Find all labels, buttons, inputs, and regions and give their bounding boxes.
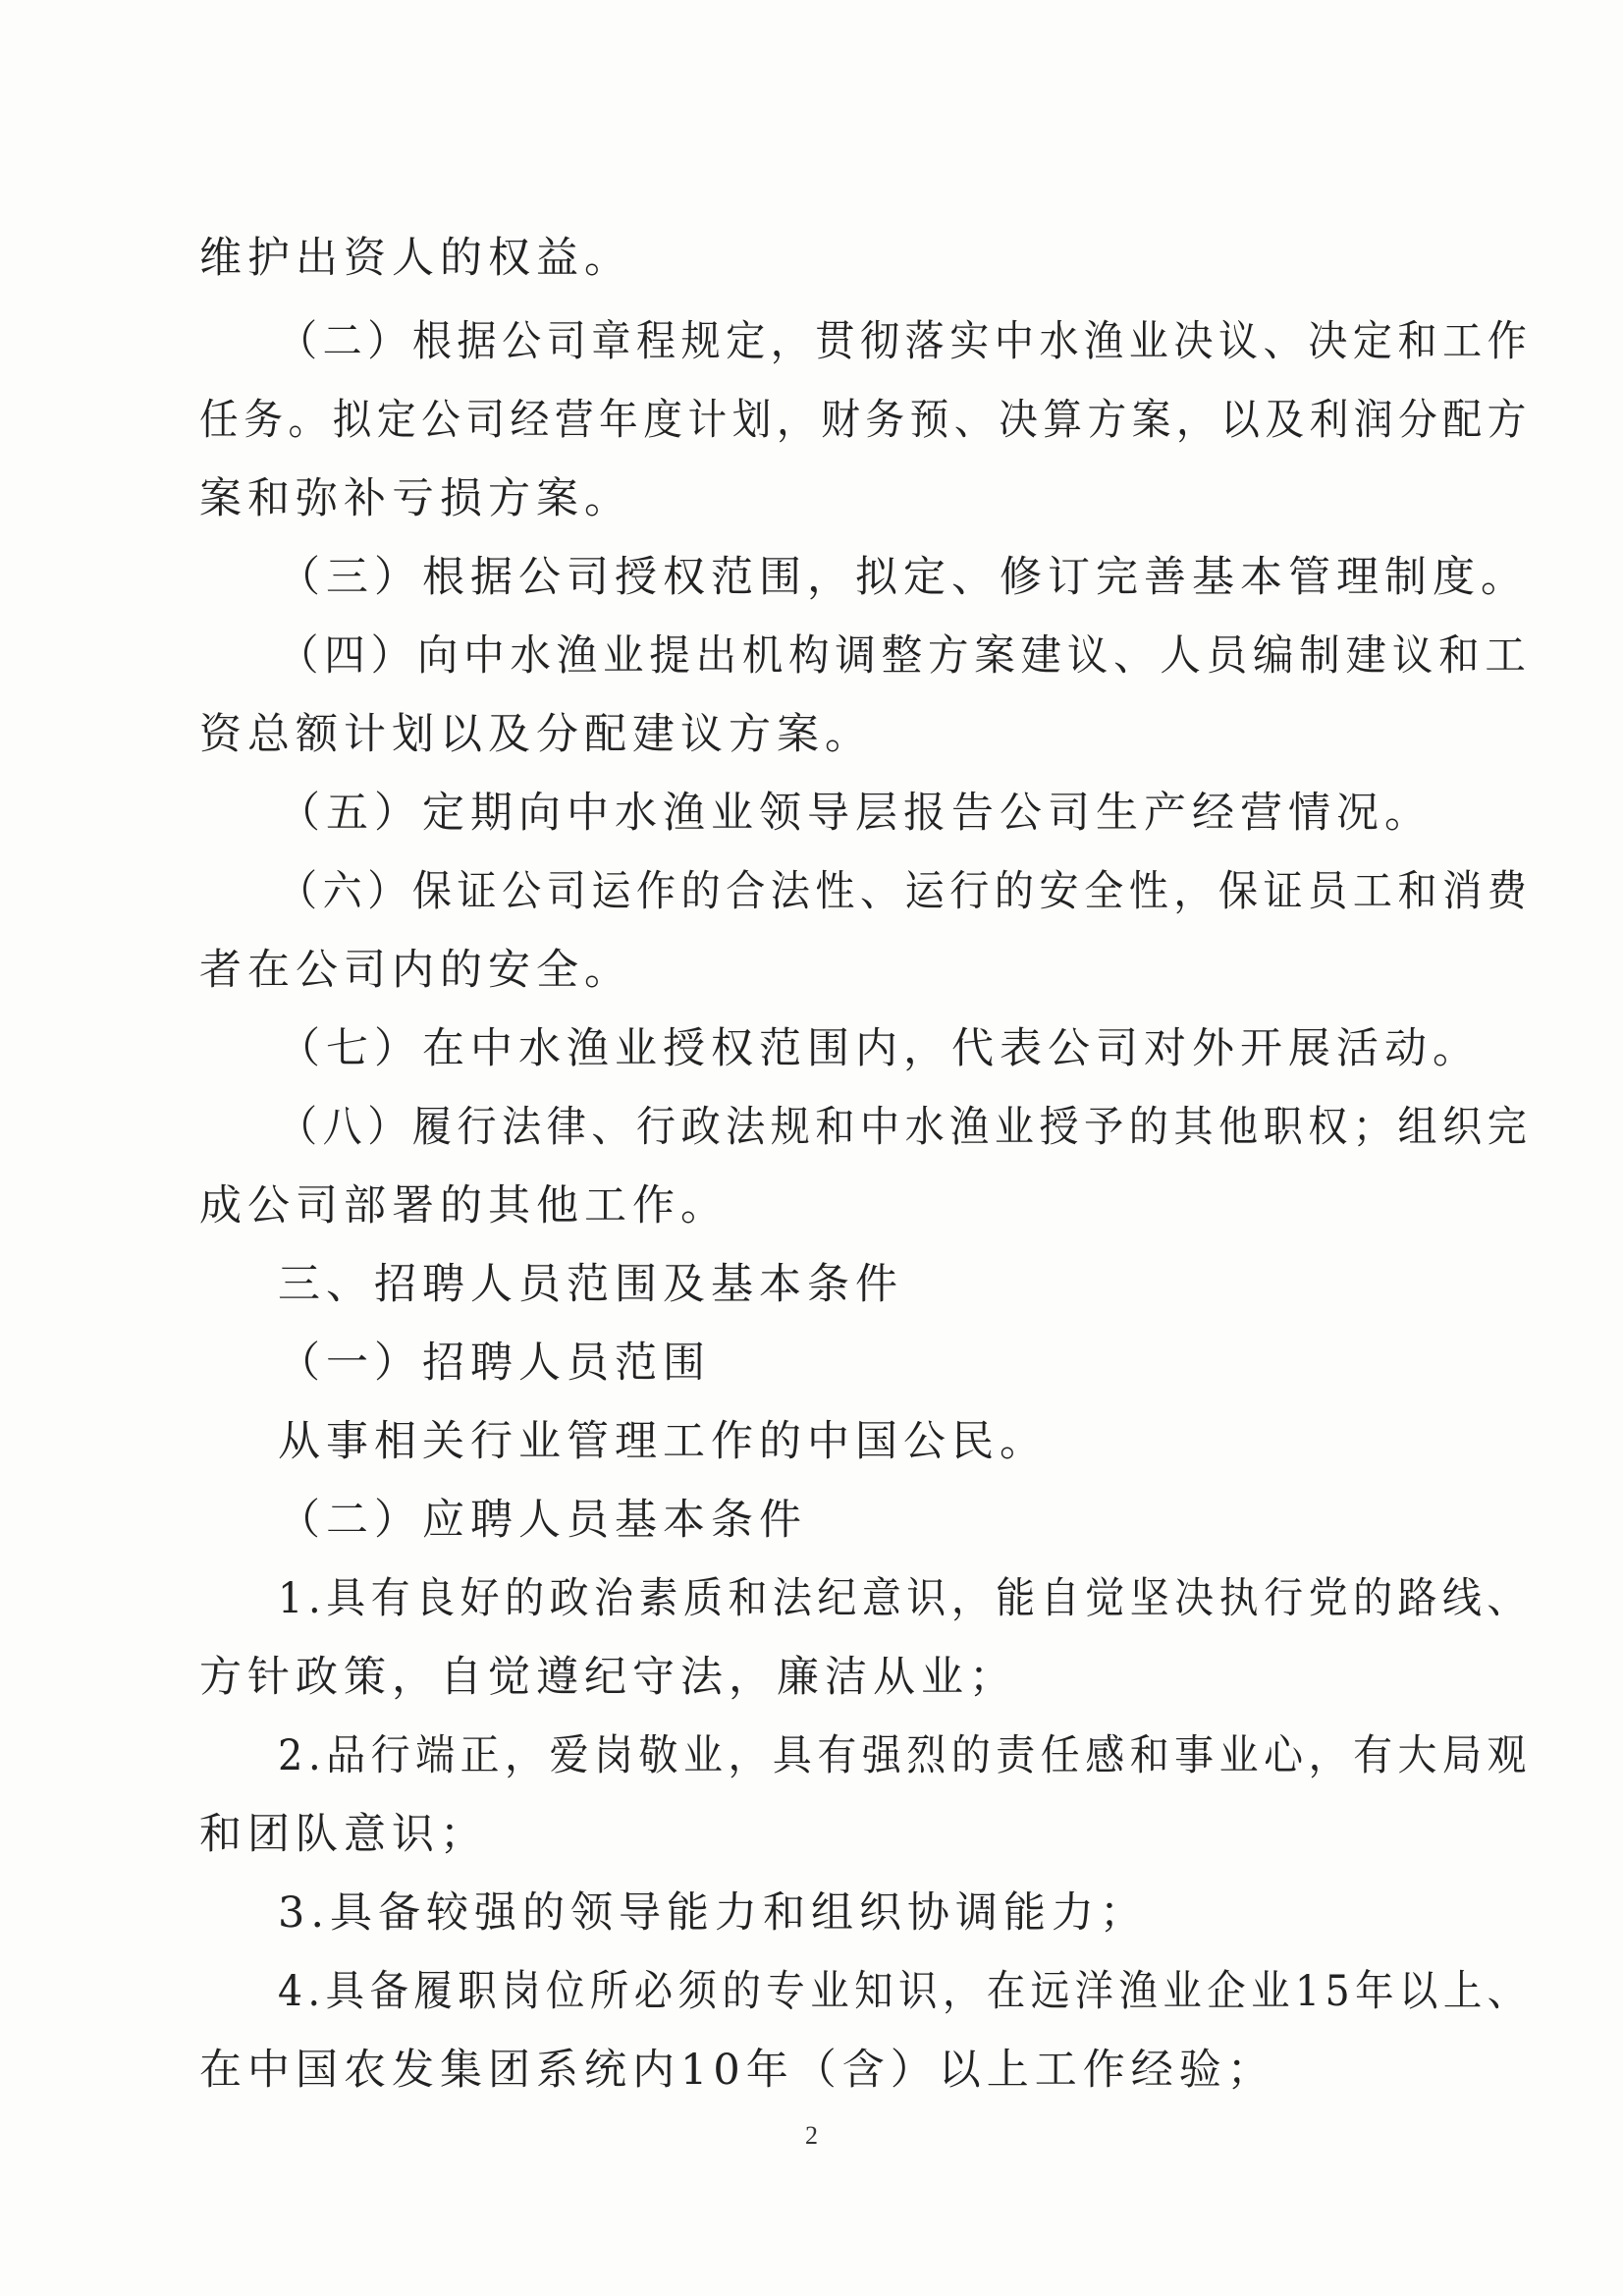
text-line: （五）定期向中水渔业领导层报告公司生产经营情况。 xyxy=(278,789,1433,838)
subsection-heading: （一）招聘人员范围 xyxy=(278,1339,711,1388)
text-line: 资总额计划以及分配建议方案。 xyxy=(199,710,873,759)
text-line: 案和弥补亏损方案。 xyxy=(199,474,632,523)
text-line: （二）根据公司章程规定，贯彻落实中水渔业决议、决定和工作 xyxy=(278,317,1533,366)
text-line: 2.品行端正，爱岗敬业，具有强烈的责任感和事业心，有大局观 xyxy=(278,1731,1532,1780)
text-line: 1.具有良好的政治素质和法纪意识，能自觉坚决执行党的路线、 xyxy=(278,1574,1532,1623)
text-line: 在中国农发集团系统内10年（含）以上工作经验； xyxy=(199,2046,1275,2095)
text-line: 任务。拟定公司经营年度计划，财务预、决算方案，以及利润分配方 xyxy=(199,396,1532,445)
text-line: （八）履行法律、行政法规和中水渔业授予的其他职权；组织完 xyxy=(278,1103,1533,1152)
text-line: （六）保证公司运作的合法性、运行的安全性，保证员工和消费 xyxy=(278,867,1533,916)
subsection-heading: （二）应聘人员基本条件 xyxy=(278,1496,807,1545)
text-line: （三）根据公司授权范围，拟定、修订完善基本管理制度。 xyxy=(278,553,1529,602)
page-number: 2 xyxy=(805,2121,818,2150)
text-line: 方针政策，自觉遵纪守法，廉洁从业； xyxy=(199,1653,1017,1702)
text-line: 3.具备较强的领导能力和组织协调能力； xyxy=(278,1888,1149,1938)
text-line: 成公司部署的其他工作。 xyxy=(199,1181,729,1230)
text-line: 者在公司内的安全。 xyxy=(199,946,632,995)
text-line: 从事相关行业管理工作的中国公民。 xyxy=(278,1417,1048,1466)
text-line: 和团队意识； xyxy=(199,1810,488,1859)
section-heading: 三、招聘人员范围及基本条件 xyxy=(278,1260,903,1309)
text-line: 4.具备履职岗位所必须的专业知识，在远洋渔业企业15年以上、 xyxy=(278,1967,1532,2016)
text-line: 维护出资人的权益。 xyxy=(199,234,632,283)
text-line: （四）向中水渔业提出机构调整方案建议、人员编制建议和工 xyxy=(278,631,1532,681)
text-line: （七）在中水渔业授权范围内，代表公司对外开展活动。 xyxy=(278,1024,1481,1073)
